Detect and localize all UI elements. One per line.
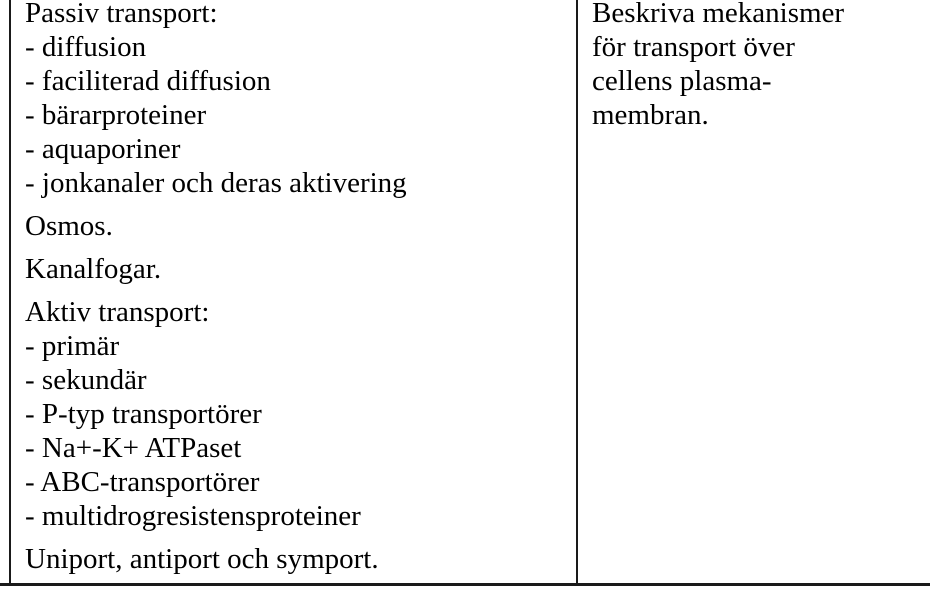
text-line: Aktiv transport: (25, 296, 210, 328)
text-line: - sekundär (25, 364, 147, 396)
text-line: - aquaporiner (25, 133, 181, 165)
text-line: - primär (25, 330, 120, 362)
text-line: - Na+-K+ ATPaset (25, 432, 242, 464)
text-line: Uniport, antiport och symport. (25, 543, 379, 575)
topic-paragraph (25, 295, 570, 533)
text-line: - P-typ transportörer (25, 398, 262, 430)
text-line: för transport över (592, 31, 795, 63)
text-line: Passiv transport: (25, 0, 218, 29)
topic-paragraph (25, 0, 570, 200)
text-line: Kanalfogar. (25, 253, 162, 285)
text-line: Beskriva mekanismer (592, 0, 845, 29)
text-line: Osmos. (25, 210, 113, 242)
topic-paragraph (25, 542, 570, 576)
topic-paragraph (25, 252, 570, 286)
topics-cell (25, 0, 570, 585)
text-line: - jonkanaler och deras aktivering (25, 167, 407, 199)
text-line: - ABC-transportörer (25, 466, 260, 498)
text-line: - faciliterad diffusion (25, 65, 271, 97)
text-line: membran. (592, 99, 709, 131)
text-line: - bärarproteiner (25, 99, 207, 131)
text-line: cellens plasma- (592, 65, 772, 97)
table-left-border (9, 0, 11, 586)
table-column-divider (576, 0, 578, 586)
topic-paragraph (25, 209, 570, 243)
text-line: - multidrogresistensproteiner (25, 500, 361, 532)
objective-cell (592, 0, 924, 132)
text-line: - diffusion (25, 31, 147, 63)
